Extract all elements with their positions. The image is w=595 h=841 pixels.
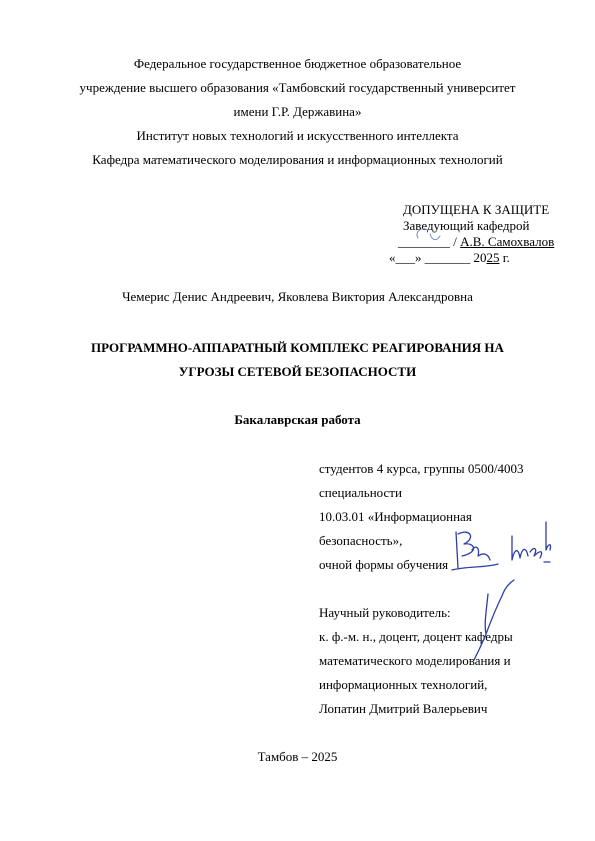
students-line-4: безопасность», bbox=[319, 533, 403, 548]
approval-signature-line bbox=[398, 234, 554, 250]
supervisor-line-4: информационных технологий, bbox=[319, 677, 488, 692]
header-line-4: Институт новых технологий и искусственного интеллекта bbox=[136, 128, 459, 143]
supervisor-line-1: Научный руководитель: bbox=[319, 605, 451, 620]
supervisor-line-5: Лопатин Дмитрий Валерьевич bbox=[319, 701, 488, 716]
work-type: Бакалаврская работа bbox=[234, 412, 361, 427]
header-line-5: Кафедра математического моделирования и информационных технологий bbox=[92, 152, 503, 167]
thesis-title-line-1: ПРОГРАММНО-АППАРАТНЫЙ КОМПЛЕКС РЕАГИРОВАНИЯ НА bbox=[91, 340, 504, 355]
students-line-3: 10.03.01 «Информационная bbox=[319, 509, 472, 524]
head-name: А.В. Самохвалов bbox=[460, 234, 555, 249]
date-month-blank: » _______ 20 bbox=[415, 250, 487, 265]
students-line-1: студентов 4 курса, группы 0500/4003 bbox=[319, 461, 524, 476]
city-year: Тамбов – 2025 bbox=[257, 749, 338, 764]
authors: Чемерис Денис Андреевич, Яковлева Виктория Александровна bbox=[122, 289, 473, 304]
students-line-5: очной формы обучения bbox=[319, 557, 449, 572]
thesis-title-line-2: УГРОЗЫ СЕТЕВОЙ БЕЗОПАСНОСТИ bbox=[178, 364, 417, 379]
approval-date bbox=[389, 250, 510, 266]
signature-blank: ________ / bbox=[398, 234, 461, 249]
header-line-3: имени Г.Р. Державина» bbox=[233, 104, 362, 119]
header-line-2: учреждение высшего образования «Тамбовский государственный университет bbox=[79, 80, 516, 95]
supervisor-line-3: математического моделирования и bbox=[319, 653, 511, 668]
header-line-1: Федеральное государственное бюджетное образовательное bbox=[133, 56, 462, 71]
supervisor-signature bbox=[468, 574, 520, 664]
students-line-2: специальности bbox=[319, 485, 402, 500]
student-signature-1 bbox=[450, 522, 500, 574]
date-year: 25 bbox=[486, 250, 500, 265]
student-signature-2 bbox=[506, 516, 556, 574]
date-tail: г. bbox=[499, 250, 510, 265]
supervisor-line-2: к. ф.-м. н., доцент, доцент кафедры bbox=[319, 629, 513, 644]
approval-title: ДОПУЩЕНА К ЗАЩИТЕ bbox=[403, 202, 550, 217]
approval-position: Заведующий кафедрой bbox=[403, 218, 530, 233]
date-open-quote: « bbox=[389, 250, 396, 265]
date-day-blank: ___ bbox=[395, 250, 415, 265]
